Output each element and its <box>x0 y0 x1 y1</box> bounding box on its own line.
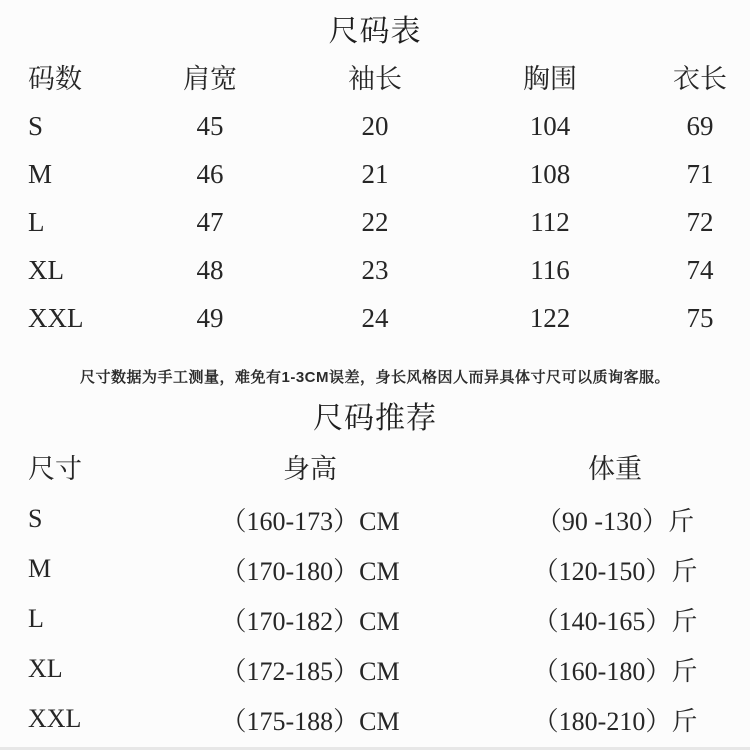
size-label: XL <box>28 254 64 285</box>
value-cell: 69 <box>686 110 714 141</box>
value-cell: 46 <box>196 158 224 189</box>
table-row <box>0 294 750 342</box>
value-cell: 112 <box>530 206 570 237</box>
height-range-cell: （170-180）CM <box>220 556 400 586</box>
height-range-cell: （160-173）CM <box>220 506 400 536</box>
height-range-cell: （170-182）CM <box>220 606 400 636</box>
recommendation-title: 尺码推荐 <box>313 402 437 435</box>
size-label: L <box>28 206 45 237</box>
value-cell: 23 <box>361 254 389 285</box>
size-label: S <box>28 110 44 141</box>
header-height: 身高 <box>283 453 337 484</box>
table-row <box>0 544 750 594</box>
table-row <box>0 150 750 198</box>
value-cell: 45 <box>196 110 224 141</box>
header-chest: 胸围 <box>523 63 577 94</box>
weight-range-cell: （160-180）斤 <box>532 656 698 686</box>
value-cell: 20 <box>361 110 389 141</box>
value-cell: 116 <box>530 254 570 285</box>
size-label: S <box>28 504 43 533</box>
recommendation-table <box>0 438 750 744</box>
height-range-cell: （172-185）CM <box>220 656 400 686</box>
table-row <box>0 198 750 246</box>
header-garment-length: 衣长 <box>673 63 727 94</box>
value-cell: 21 <box>361 158 389 189</box>
value-cell: 22 <box>361 206 389 237</box>
value-cell: 49 <box>196 302 224 333</box>
weight-range-cell: （140-165）斤 <box>532 606 698 636</box>
header-sleeve-length: 袖长 <box>348 63 402 94</box>
size-label: M <box>28 158 53 189</box>
table-row <box>0 494 750 544</box>
header-size-code: 码数 <box>28 63 82 94</box>
size-label: XXL <box>28 302 84 333</box>
size-chart-title: 尺码表 <box>328 15 422 48</box>
size-label: XXL <box>28 704 82 733</box>
table-row <box>0 102 750 150</box>
value-cell: 47 <box>196 206 224 237</box>
value-cell: 24 <box>361 302 389 333</box>
value-cell: 108 <box>529 158 571 189</box>
table-row <box>0 246 750 294</box>
table-row <box>0 694 750 744</box>
value-cell: 72 <box>686 206 714 237</box>
header-weight: 体重 <box>588 453 642 484</box>
measurement-note: 尺寸数据为手工测量，难免有1-3CM误差，身长风格因人而异具体寸尺可以质询客服。 <box>79 369 670 386</box>
value-cell: 104 <box>529 110 571 141</box>
value-cell: 122 <box>529 302 571 333</box>
table-row <box>0 644 750 694</box>
size-label: L <box>28 604 44 633</box>
header-shoulder-width: 肩宽 <box>183 63 237 94</box>
weight-range-cell: （120-150）斤 <box>532 556 698 586</box>
weight-range-cell: （90 -130）斤 <box>535 506 695 536</box>
header-size: 尺寸 <box>28 453 82 484</box>
height-range-cell: （175-188）CM <box>220 706 400 736</box>
size-chart-table <box>0 50 750 342</box>
weight-range-cell: （180-210）斤 <box>532 706 698 736</box>
value-cell: 48 <box>196 254 224 285</box>
value-cell: 75 <box>686 302 714 333</box>
value-cell: 71 <box>686 158 714 189</box>
size-chart-header-row <box>0 50 750 102</box>
table-row <box>0 594 750 644</box>
size-label: M <box>28 554 52 583</box>
value-cell: 74 <box>686 254 714 285</box>
recommendation-header-row <box>0 438 750 494</box>
size-label: XL <box>28 654 63 683</box>
